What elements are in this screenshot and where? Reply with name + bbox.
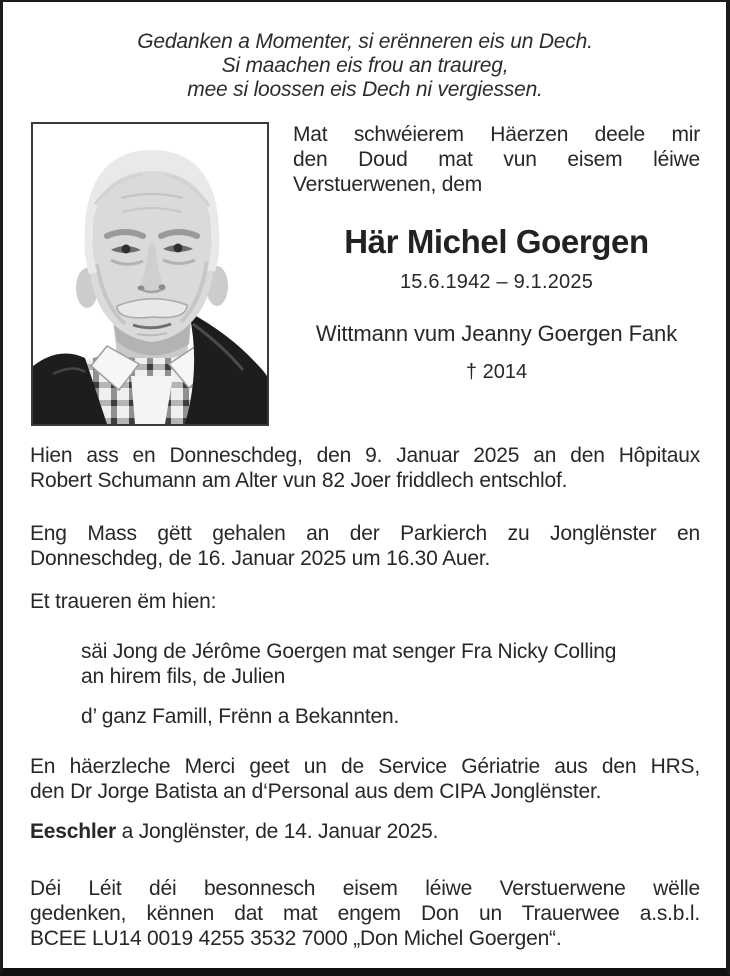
deceased-name: Här Michel Goergen bbox=[344, 223, 649, 260]
mourner-family-line-2: an hirem fils, de Julien bbox=[81, 665, 286, 688]
memorial-quote bbox=[30, 30, 700, 102]
place-name: Eeschler bbox=[30, 820, 116, 843]
quote-line-2: Si maachen eis frou an traureg, bbox=[221, 54, 509, 77]
mourner-family bbox=[81, 639, 700, 689]
donation-paragraph bbox=[30, 876, 700, 951]
intro-line-3: Verstuerwenen, dem bbox=[293, 173, 483, 196]
announcement-section bbox=[30, 122, 700, 426]
mass-line-2: Donneschdeg, de 16. Januar 2025 um 16.30 Auer. bbox=[30, 547, 491, 570]
quote-line-3: mee si loossen eis Dech ni vergiessen. bbox=[187, 78, 543, 101]
relation-line: Wittmann vum Jeanny Goergen Fank bbox=[315, 321, 678, 346]
intro-line-1: Mat schwéierem Häerzen deele mir bbox=[293, 123, 700, 146]
mourner-rest: d’ ganz Famill, Frënn a Bekannten. bbox=[81, 705, 400, 728]
donation-line-2: gedenken, kënnen dat mat engem Don un Trauerwee a.s.b.l. bbox=[30, 902, 700, 925]
intro-line-2: den Doud mat vun eisem léiwe bbox=[293, 148, 700, 171]
announcement-column bbox=[293, 122, 700, 426]
thanks-line-2: den Dr Jorge Batista an d‘Personal aus dem CIPA Jonglënster. bbox=[30, 780, 602, 803]
thanks-paragraph bbox=[30, 754, 700, 804]
death-paragraph bbox=[30, 443, 700, 493]
thanks-line-1: En häerzleche Merci geet un de Service Gériatrie aus den HRS, bbox=[30, 755, 700, 778]
place-date-rest: a Jonglënster, de 14. Januar 2025. bbox=[115, 820, 439, 843]
intro-paragraph bbox=[293, 122, 700, 197]
mass-paragraph bbox=[30, 521, 700, 571]
mourning-intro: Et traueren ëm hien: bbox=[30, 590, 217, 613]
portrait-illustration bbox=[33, 124, 267, 424]
place-date-line bbox=[30, 819, 700, 844]
donation-line-3: BCEE LU14 0019 4255 3532 7000 „Don Michel Goergen“. bbox=[30, 927, 562, 950]
relation-death-year: † 2014 bbox=[465, 361, 528, 383]
death-line-1: Hien ass en Donneschdeg, den 9. Januar 2025 an den Hôpitaux bbox=[30, 444, 700, 467]
quote-line-1: Gedanken a Momenter, si erënneren eis un Dech. bbox=[137, 30, 593, 53]
portrait-photo bbox=[31, 122, 269, 426]
mourner-family-line-1: säi Jong de Jérôme Goergen mat senger Fra Nicky Colling bbox=[81, 640, 617, 663]
life-dates: 15.6.1942 – 9.1.2025 bbox=[399, 271, 594, 293]
mass-line-1: Eng Mass gëtt gehalen an der Parkierch zu Jonglënster en bbox=[30, 522, 700, 545]
death-line-2: Robert Schumann am Alter vun 82 Joer friddlech entschlof. bbox=[30, 469, 568, 492]
donation-line-1: Déi Léit déi besonnesch eisem léiwe Verstuerwene wëlle bbox=[30, 877, 700, 900]
